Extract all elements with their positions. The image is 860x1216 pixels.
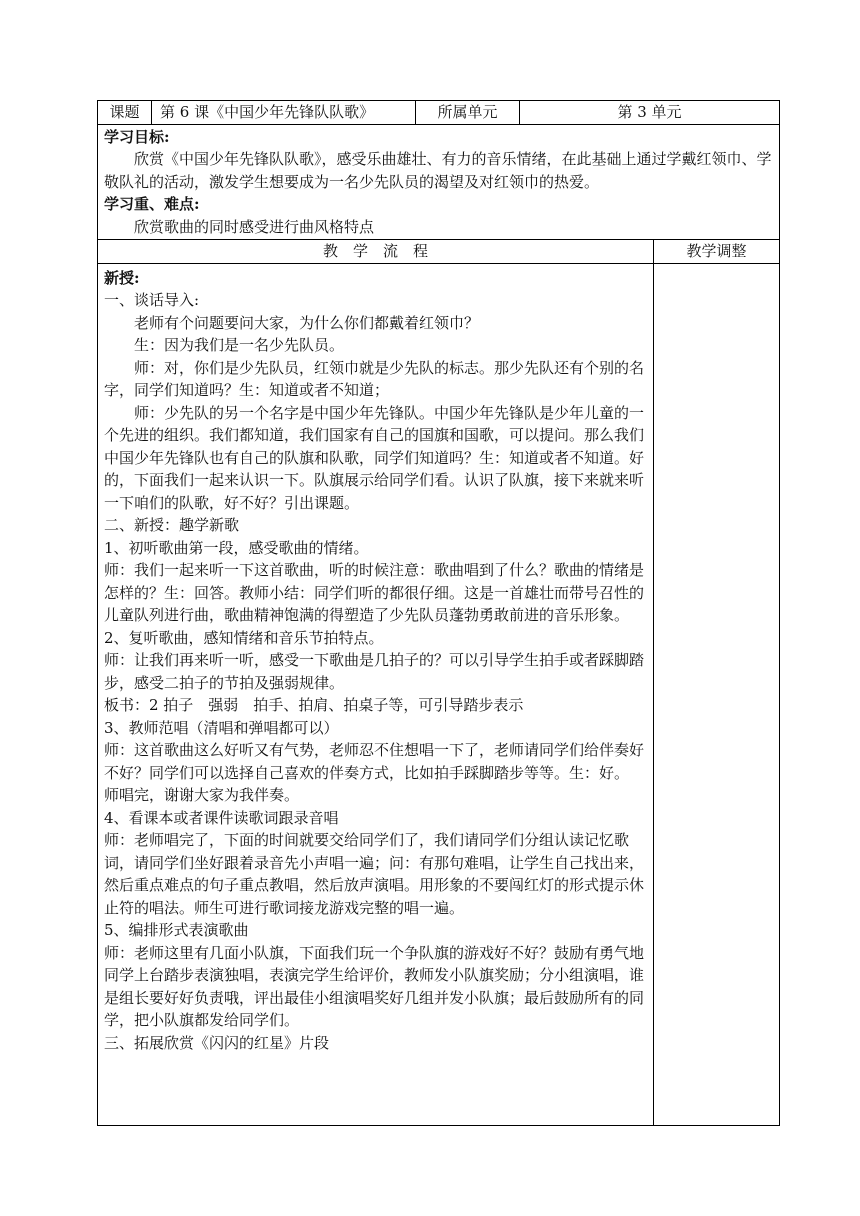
content-row	[98, 263, 780, 1125]
goals-cell	[98, 124, 780, 240]
content-paragraph: 板书：2 拍子 强弱 拍手、拍肩、拍桌子等，可引导踏步表示	[104, 696, 524, 714]
content-cell	[98, 263, 654, 1125]
content-paragraph: 2、复听歌曲，感知情绪和音乐节拍特点。	[104, 628, 384, 647]
content-paragraph: 师：少先队的另一个名字是中国少年先锋队。中国少年先锋队是少年儿童的一个先进的组织。我们都知道，我们国家有自己的国旗和国歌，可以提问。那么我们中国少年先锋队也有自己的队旗和队歌，同学们知道吗？生：知道或者不知道。好的，下面我们一起来认识一下。队旗展示给同学们看。认识了队旗，接下来就来听一下咱们的队歌，好不好？引出课题。	[104, 403, 645, 512]
content-paragraph: 师：让我们再来听一听，感受一下歌曲是几拍子的？可以引导学生拍手或者踩脚踏步，感受二拍子的节拍及强弱规律。	[104, 651, 645, 692]
lesson-title: 第 6 课《中国少年先锋队队歌》	[152, 101, 416, 125]
lesson-plan-table	[97, 100, 780, 1126]
flow-header-row	[98, 240, 780, 264]
content-paragraph: 5、编排形式表演歌曲	[104, 921, 249, 939]
content-body	[104, 289, 649, 1054]
keypoints-text: 欣赏歌曲的同时感受进行曲风格特点	[134, 217, 375, 236]
content-paragraph: 师：我们一起来听一下这首歌曲，听的时候注意：歌曲唱到了什么？歌曲的情绪是怎样的？生：回答。教师小结：同学们听的都很仔细。这是一首雄壮而带号召性的儿童队列进行曲，歌曲精神饱满的得塑造了少先队员蓬勃勇敢前进的音乐形象。	[104, 561, 645, 624]
lesson-label: 课题	[98, 101, 152, 125]
content-paragraph: 二、新授：趣学新歌	[104, 516, 240, 534]
keypoints-heading: 学习重、难点:	[104, 195, 200, 213]
content-paragraph: 生：因为我们是一名少先队员。	[134, 336, 345, 354]
content-paragraph: 老师有个问题要问大家，为什么你们都戴着红领巾？	[134, 313, 480, 332]
unit-value: 第 3 单元	[520, 101, 780, 125]
content-paragraph: 一、谈话导入:	[104, 291, 200, 309]
flow-adjust-heading: 教学调整	[654, 240, 780, 264]
content-paragraph: 师：老师唱完了，下面的时间就要交给同学们了，我们请同学们分组认读记忆歌词，请同学们坐好跟着录音先小声唱一遍；问：有那句难唱，让学生自己找出来，然后重点难点的句子重点教唱，然后放声演唱。用形象的不要闯红灯的形式提示休止符的唱法。师生可进行歌词接龙游戏完整的唱一遍。	[104, 831, 645, 917]
goals-text: 欣赏《中国少年先锋队队歌》，感受乐曲雄壮、有力的音乐情绪，在此基础上通过学戴红领巾、学敬队礼的活动，激发学生想要成为一名少先队员的渴望及对红领巾的热爱。	[104, 150, 772, 191]
content-paragraph: 4、看课本或者课件读歌词跟录音唱	[104, 808, 339, 827]
adjust-cell	[654, 263, 780, 1125]
content-paragraph: 师：这首歌曲这么好听又有气势，老师忍不住想唱一下了，老师请同学们给伴奏好不好？同学们可以选择自己喜欢的伴奏方式，比如拍手踩脚踏步等等。生：好。 师唱完，谢谢大家为我伴奏。	[104, 741, 645, 804]
content-paragraph: 三、拓展欣赏《闪闪的红星》片段	[104, 1033, 330, 1052]
content-heading: 新授:	[104, 268, 140, 287]
goals-row	[98, 124, 780, 240]
flow-process-heading: 教 学 流 程	[98, 240, 654, 264]
goals-heading: 学习目标:	[104, 127, 170, 146]
content-paragraph: 师：对，你们是少先队员，红领巾就是少先队的标志。那少先队还有个别的名字，同学们知道吗？生：知道或者不知道；	[104, 358, 645, 399]
content-paragraph: 1、初听歌曲第一段，感受歌曲的情绪。	[104, 538, 369, 557]
header-row	[98, 101, 780, 125]
unit-label: 所属单元	[416, 101, 520, 125]
content-paragraph: 师：老师这里有几面小队旗，下面我们玩一个争队旗的游戏好不好？鼓励有勇气地同学上台踏步表演独唱，表演完学生给评价，教师发小队旗奖励；分小组演唱，谁是组长要好好负责哦，评出最佳小组演唱奖好几组并发小队旗；最后鼓励所有的同学，把小队旗都发给同学们。	[104, 943, 645, 1029]
content-paragraph: 3、教师范唱（清唱和弹唱都可以）	[104, 718, 339, 737]
